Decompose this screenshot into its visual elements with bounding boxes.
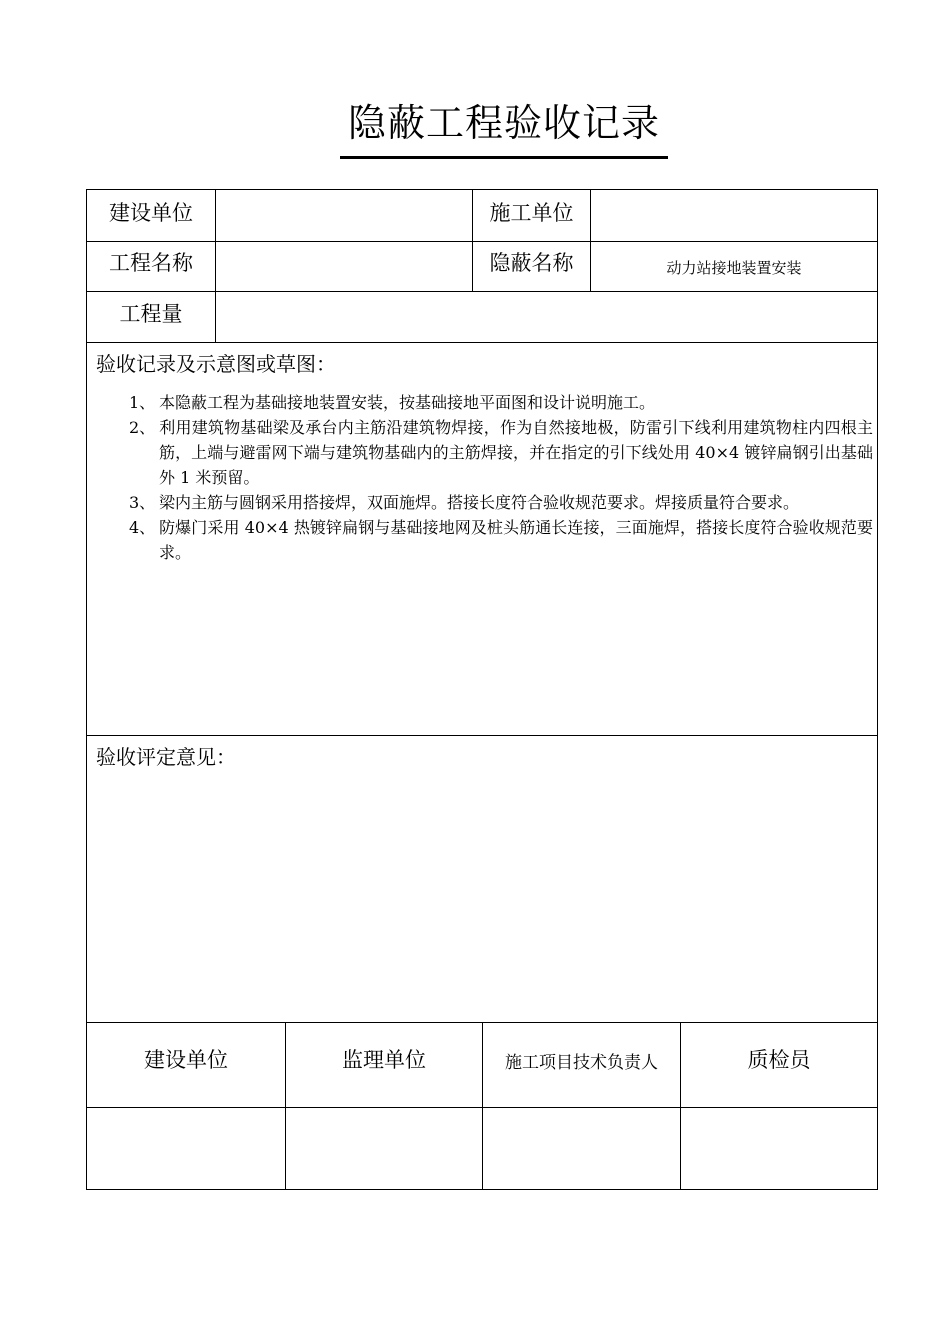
concealed-name-label: 隐蔽名称 [489, 251, 574, 275]
inspection-form [86, 189, 878, 1190]
contractor-label: 施工单位 [489, 201, 574, 225]
construction-unit-label: 建设单位 [109, 201, 193, 225]
record-note-item: 3、 梁内主筋与圆钢采用搭接焊，双面施焊。搭接长度符合验收规范要求。焊接质量符合要求。 [129, 493, 800, 512]
row-divider [87, 342, 877, 343]
record-notes [129, 390, 873, 565]
record-note-item: 4、 防爆门采用 40×4 热镀锌扁钢与基础接地网及桩头筋通长连接，三面施焊，搭接长度符合验收规范要求。 [129, 518, 873, 562]
quantity-label: 工程量 [119, 302, 183, 326]
col-divider [215, 190, 216, 342]
document-title: 隐蔽工程验收记录 [347, 101, 660, 145]
signature-construction-unit-label: 建设单位 [144, 1048, 228, 1072]
row-divider [87, 241, 877, 242]
signature-quality-inspector-label: 质检员 [747, 1048, 811, 1072]
title-underline [340, 156, 668, 159]
concealed-name-field[interactable]: 动力站接地装置安装 [666, 259, 802, 277]
signature-supervision-unit-label: 监理单位 [342, 1048, 426, 1072]
record-note-item: 2、 利用建筑物基础梁及承台内主筋沿建筑物焊接，作为自然接地极，防雷引下线利用建筑物柱内四根主筋，上端与避雷网下端与建筑物基础内的主筋焊接，并在指定的引下线处用 40×4 镀锌扁钢引出基础外 1 米预留。 [129, 418, 873, 487]
evaluation-section-label: 验收评定意见： [96, 745, 236, 769]
project-name-label: 工程名称 [109, 251, 193, 275]
record-section-label: 验收记录及示意图或草图： [96, 352, 336, 376]
row-divider [87, 291, 877, 292]
row-divider [87, 735, 877, 736]
signature-technical-lead-label: 施工项目技术负责人 [505, 1053, 658, 1073]
record-note-item: 1、 本隐蔽工程为基础接地装置安装，按基础接地平面图和设计说明施工。 [129, 393, 656, 412]
